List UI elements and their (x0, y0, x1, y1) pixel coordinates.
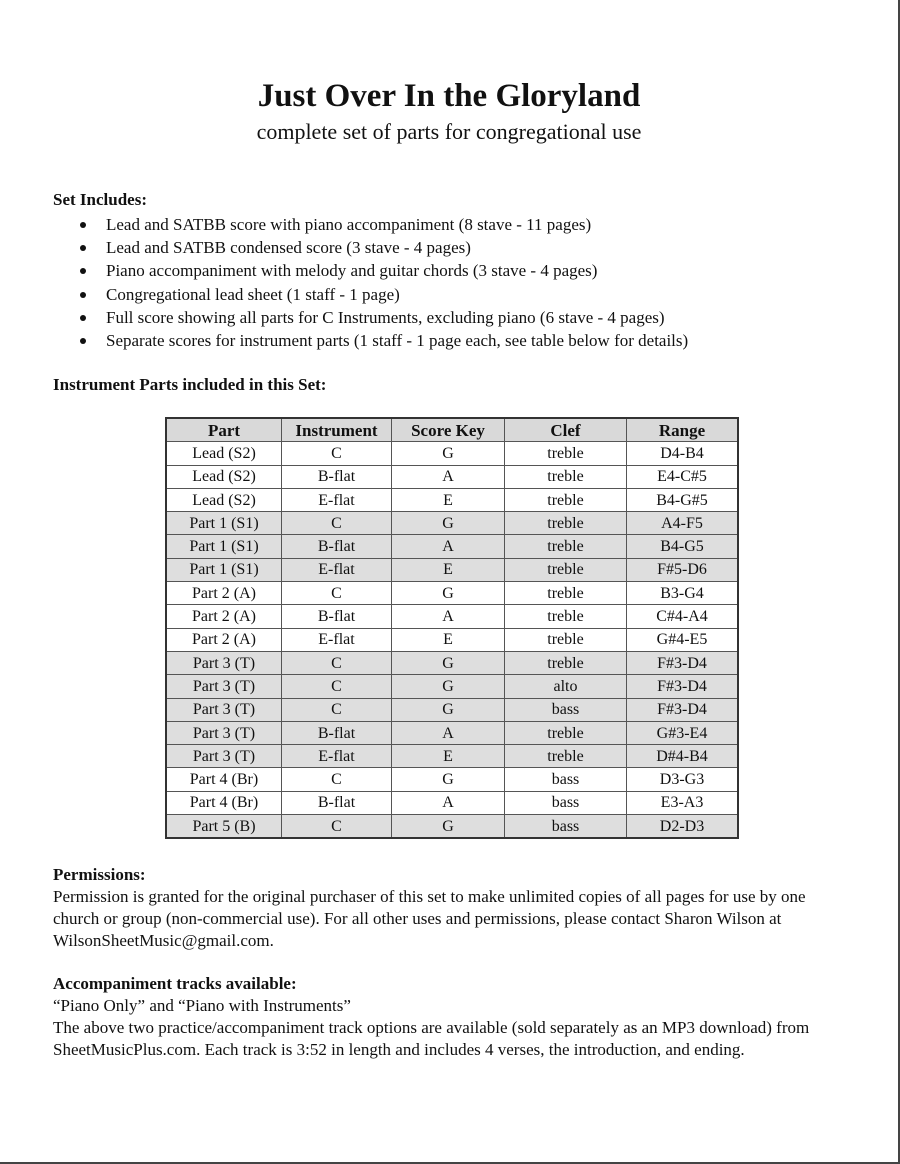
table-row (166, 465, 738, 488)
cell-instrument: C (282, 768, 392, 791)
cell-part: Part 2 (A) (166, 605, 282, 628)
cell-score-key: G (392, 768, 505, 791)
cell-instrument: C (282, 651, 392, 674)
cell-clef: treble (505, 558, 627, 581)
cell-instrument: C (282, 442, 392, 465)
cell-range: B4-G#5 (627, 488, 739, 511)
column-header-range: Range (627, 418, 739, 442)
cell-instrument: C (282, 675, 392, 698)
table-row (166, 558, 738, 581)
cell-part: Part 1 (S1) (166, 535, 282, 558)
cell-instrument: C (282, 582, 392, 605)
table-row (166, 768, 738, 791)
list-item: Full score showing all parts for C Instruments, excluding piano (6 stave - 4 pages) (53, 306, 688, 329)
list-item: Congregational lead sheet (1 staff - 1 page) (53, 283, 688, 306)
cell-score-key: A (392, 721, 505, 744)
cell-instrument: B-flat (282, 465, 392, 488)
cell-range: F#3-D4 (627, 698, 739, 721)
accompaniment-heading: Accompaniment tracks available: (53, 974, 297, 993)
column-header-score-key: Score Key (392, 418, 505, 442)
cell-part: Part 3 (T) (166, 675, 282, 698)
cell-clef: treble (505, 442, 627, 465)
set-includes-list (53, 213, 688, 352)
cell-instrument: E-flat (282, 488, 392, 511)
cell-clef: treble (505, 628, 627, 651)
cell-clef: alto (505, 675, 627, 698)
table-row (166, 721, 738, 744)
cell-score-key: A (392, 791, 505, 814)
list-item: Lead and SATBB score with piano accompaniment (8 stave - 11 pages) (53, 213, 688, 236)
permissions-text: Permission is granted for the original purchaser of this set to make unlimited copies of all pages for use by one church or group (non-commercial use). For all other uses and permissions, please contact Sharon Wilson at WilsonSheetMusic@gmail.com. (53, 887, 806, 950)
table-row (166, 628, 738, 651)
table-header-row (166, 418, 738, 442)
accompaniment-section (53, 973, 853, 1061)
cell-clef: treble (505, 488, 627, 511)
cell-range: B3-G4 (627, 582, 739, 605)
cell-score-key: G (392, 815, 505, 839)
cell-instrument: C (282, 815, 392, 839)
cell-range: A4-F5 (627, 512, 739, 535)
cell-clef: treble (505, 651, 627, 674)
permissions-section (53, 864, 853, 952)
cell-part: Part 4 (Br) (166, 791, 282, 814)
table-row (166, 675, 738, 698)
cell-range: D#4-B4 (627, 745, 739, 768)
table-row (166, 745, 738, 768)
cell-range: C#4-A4 (627, 605, 739, 628)
cell-clef: bass (505, 768, 627, 791)
cell-range: E4-C#5 (627, 465, 739, 488)
cell-clef: treble (505, 582, 627, 605)
cell-part: Part 1 (S1) (166, 512, 282, 535)
cell-clef: treble (505, 465, 627, 488)
cell-score-key: A (392, 535, 505, 558)
column-header-clef: Clef (505, 418, 627, 442)
table-row (166, 512, 738, 535)
cell-score-key: A (392, 605, 505, 628)
cell-range: F#3-D4 (627, 651, 739, 674)
cell-instrument: E-flat (282, 558, 392, 581)
cell-range: D2-D3 (627, 815, 739, 839)
cell-range: G#4-E5 (627, 628, 739, 651)
cell-instrument: B-flat (282, 605, 392, 628)
cell-score-key: G (392, 651, 505, 674)
cell-part: Lead (S2) (166, 442, 282, 465)
cell-clef: bass (505, 791, 627, 814)
table-row (166, 442, 738, 465)
cell-clef: treble (505, 721, 627, 744)
table-row (166, 815, 738, 839)
cell-clef: bass (505, 698, 627, 721)
cell-score-key: G (392, 582, 505, 605)
cell-clef: bass (505, 815, 627, 839)
instrument-parts-body (166, 442, 738, 839)
list-item: Piano accompaniment with melody and guitar chords (3 stave - 4 pages) (53, 259, 688, 282)
cell-range: G#3-E4 (627, 721, 739, 744)
accompaniment-options: “Piano Only” and “Piano with Instruments” (53, 996, 351, 1015)
cell-range: D3-G3 (627, 768, 739, 791)
cell-score-key: E (392, 628, 505, 651)
cell-part: Part 3 (T) (166, 651, 282, 674)
page-title: Just Over In the Gloryland (257, 78, 641, 114)
cell-clef: treble (505, 745, 627, 768)
cell-range: F#3-D4 (627, 675, 739, 698)
cell-range: F#5-D6 (627, 558, 739, 581)
cell-part: Part 2 (A) (166, 628, 282, 651)
table-row (166, 535, 738, 558)
table-row (166, 488, 738, 511)
cell-range: E3-A3 (627, 791, 739, 814)
cell-score-key: G (392, 698, 505, 721)
cell-part: Lead (S2) (166, 488, 282, 511)
cell-score-key: G (392, 442, 505, 465)
page-subtitle: complete set of parts for congregational use (256, 119, 642, 144)
set-includes-heading: Set Includes: (53, 190, 147, 209)
cell-instrument: C (282, 698, 392, 721)
cell-score-key: G (392, 675, 505, 698)
cell-part: Lead (S2) (166, 465, 282, 488)
column-header-part: Part (166, 418, 282, 442)
table-row (166, 605, 738, 628)
cell-instrument: B-flat (282, 535, 392, 558)
accompaniment-text: The above two practice/accompaniment track options are available (sold separately as an MP3 download) from SheetMusicPlus.com. Each track is 3:52 in length and includes 4 verses, the introduction, and ending. (53, 1018, 810, 1059)
cell-instrument: E-flat (282, 628, 392, 651)
permissions-heading: Permissions: (53, 865, 146, 884)
table-row (166, 651, 738, 674)
cell-clef: treble (505, 512, 627, 535)
cell-score-key: E (392, 745, 505, 768)
list-item: Separate scores for instrument parts (1 staff - 1 page each, see table below for details) (53, 329, 688, 352)
cell-instrument: B-flat (282, 721, 392, 744)
cell-instrument: B-flat (282, 791, 392, 814)
cell-range: D4-B4 (627, 442, 739, 465)
instrument-parts-table (165, 417, 739, 839)
list-item: Lead and SATBB condensed score (3 stave - 4 pages) (53, 236, 688, 259)
column-header-instrument: Instrument (282, 418, 392, 442)
cell-part: Part 1 (S1) (166, 558, 282, 581)
cell-score-key: E (392, 488, 505, 511)
cell-part: Part 3 (T) (166, 745, 282, 768)
cell-range: B4-G5 (627, 535, 739, 558)
cell-part: Part 4 (Br) (166, 768, 282, 791)
cell-clef: treble (505, 535, 627, 558)
cell-clef: treble (505, 605, 627, 628)
cell-score-key: A (392, 465, 505, 488)
table-row (166, 791, 738, 814)
cell-score-key: E (392, 558, 505, 581)
cell-part: Part 2 (A) (166, 582, 282, 605)
table-row (166, 582, 738, 605)
cell-part: Part 3 (T) (166, 721, 282, 744)
cell-part: Part 5 (B) (166, 815, 282, 839)
table-row (166, 698, 738, 721)
cell-instrument: E-flat (282, 745, 392, 768)
cell-score-key: G (392, 512, 505, 535)
cell-part: Part 3 (T) (166, 698, 282, 721)
cell-instrument: C (282, 512, 392, 535)
instrument-parts-heading: Instrument Parts included in this Set: (53, 375, 327, 394)
